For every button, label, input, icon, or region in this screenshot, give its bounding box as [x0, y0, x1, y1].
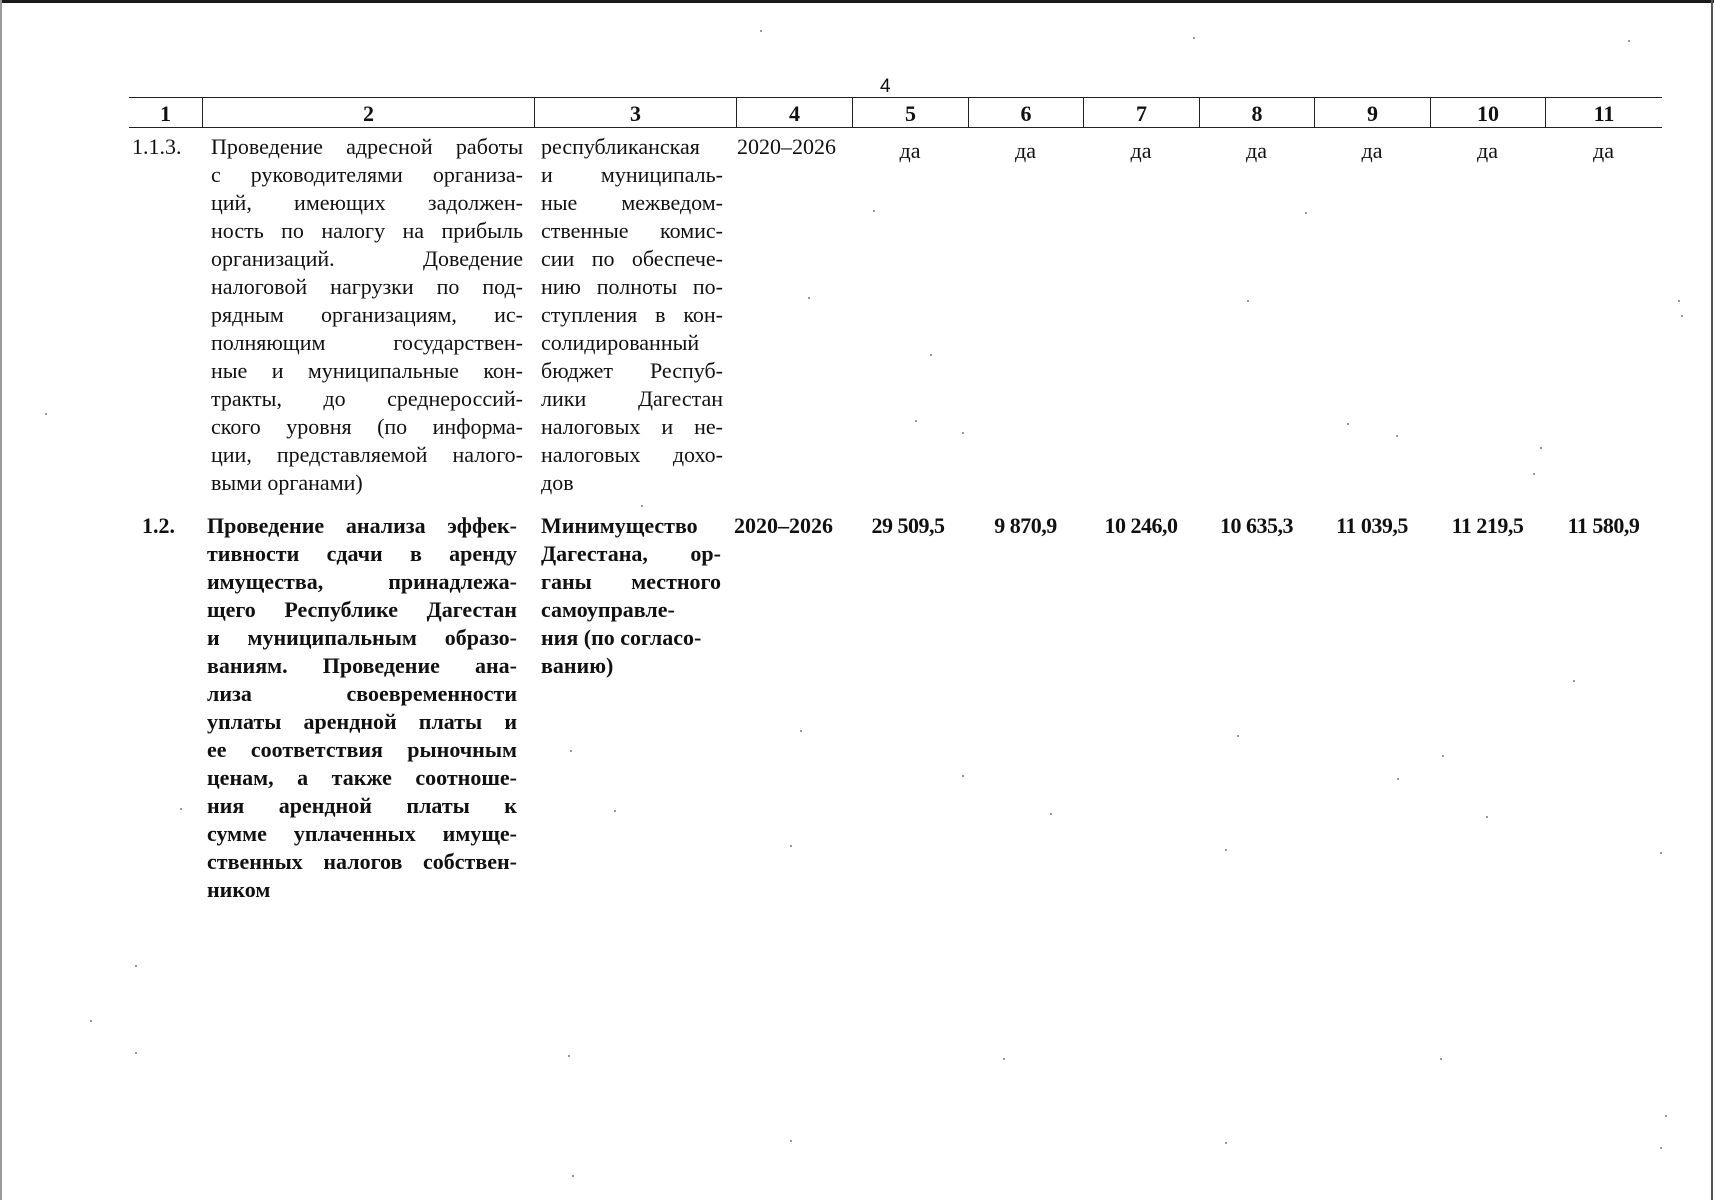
- executor-line: ступления в кон-: [541, 302, 723, 327]
- description-line: тракты, до среднероссий-: [211, 386, 523, 411]
- executor-line: нию полноты по-: [541, 274, 723, 299]
- executor-line: республиканская: [541, 134, 700, 159]
- executor-line: и муниципаль-: [541, 162, 723, 187]
- description-line: налоговой нагрузки по под-: [211, 274, 523, 299]
- executor-line: ственные комис-: [541, 218, 723, 243]
- description-line: имущества, принадлежа-: [207, 569, 517, 594]
- description-line: сумме уплаченных имуще-: [207, 821, 517, 846]
- value-col-8: 10 635,3: [1220, 513, 1293, 538]
- description-line: ственных налогов собствен-: [207, 849, 517, 874]
- value-col-7: 10 246,0: [1104, 513, 1178, 538]
- header-col-4: 4: [736, 98, 852, 127]
- table-header-row: [129, 97, 1662, 128]
- row-period: 2020–2026: [737, 134, 836, 159]
- description-line: и муниципальным образо-: [207, 625, 517, 650]
- header-col-8: 8: [1199, 98, 1314, 127]
- executor-line: солидированный: [541, 330, 700, 355]
- executor-line: самоуправле-: [541, 597, 675, 622]
- header-col-11: 11: [1545, 98, 1662, 127]
- row-description: [207, 512, 517, 904]
- description-line: с руководителями организа-: [211, 162, 523, 187]
- header-col-3: 3: [534, 98, 736, 127]
- header-col-10: 10: [1430, 98, 1545, 127]
- executor-line: ния (по согласо-: [541, 625, 702, 650]
- description-line: выми органами): [211, 470, 363, 495]
- header-col-1: 1: [160, 100, 171, 126]
- value-col-5: 29 509,5: [871, 513, 945, 538]
- description-line: рядным организациям, ис-: [211, 302, 523, 327]
- description-line: ции, представляемой налого-: [211, 442, 523, 467]
- description-line: уплаты арендной платы и: [207, 709, 517, 734]
- value-col-11: да: [1593, 138, 1614, 163]
- description-line: ций, имеющих задолжен-: [211, 190, 523, 215]
- header-col-2: 2: [202, 98, 534, 127]
- row-executor: [541, 512, 721, 680]
- executor-line: дов: [541, 470, 574, 495]
- row-number: 1.1.3.: [132, 134, 182, 159]
- row-number: 1.2.: [142, 513, 175, 538]
- description-line: тивности сдачи в аренду: [207, 541, 517, 566]
- description-line: ее соответствия рыночным: [207, 737, 517, 762]
- description-line: ваниям. Проведение ана-: [207, 653, 517, 678]
- description-line: ского уровня (по информа-: [211, 414, 523, 439]
- executor-line: лики Дагестан: [541, 386, 723, 411]
- description-line: ником: [207, 877, 271, 902]
- value-col-10: да: [1477, 138, 1498, 163]
- description-line: Проведение адресной работы: [211, 134, 523, 159]
- value-col-9: да: [1361, 138, 1383, 163]
- row-executor: [541, 133, 723, 497]
- scan-right-edge: [1711, 0, 1713, 1200]
- value-col-5: да: [899, 138, 921, 163]
- description-line: щего Республике Дагестан: [207, 597, 517, 622]
- executor-line: Минимущество: [541, 513, 698, 538]
- description-line: организаций. Доведение: [211, 246, 523, 271]
- description-line: полняющим государствен-: [211, 330, 523, 355]
- header-col-6: 6: [968, 98, 1083, 127]
- header-col-7: 7: [1083, 98, 1199, 127]
- executor-line: налоговых и не-: [541, 414, 723, 439]
- description-line: ния арендной платы к: [207, 793, 517, 818]
- value-col-9: 11 039,5: [1336, 513, 1408, 538]
- row-period: 2020–2026: [734, 513, 833, 538]
- executor-line: налоговых дохо-: [541, 442, 723, 467]
- executor-line: ганы местного: [541, 569, 721, 594]
- value-col-8: да: [1246, 138, 1267, 163]
- value-col-10: 11 219,5: [1451, 513, 1524, 538]
- executor-line: сии по обеспече-: [541, 246, 723, 271]
- description-line: ценам, а также соотноше-: [207, 765, 517, 790]
- description-line: ность по налогу на прибыль: [211, 218, 523, 243]
- scan-top-edge: [0, 0, 1714, 3]
- description-line: лиза своевременности: [207, 681, 517, 706]
- row-description: [211, 133, 523, 497]
- executor-line: ванию): [541, 653, 614, 678]
- value-col-7: да: [1130, 138, 1152, 163]
- executor-line: бюджет Респуб-: [541, 358, 723, 383]
- executor-line: ные межведом-: [541, 190, 723, 215]
- header-col-9: 9: [1314, 98, 1430, 127]
- description-line: Проведение анализа эффек-: [207, 513, 517, 538]
- description-line: ные и муниципальные кон-: [211, 358, 523, 383]
- scan-left-edge: [0, 0, 2, 1200]
- value-col-6: да: [1015, 138, 1036, 163]
- page-number: 4: [880, 76, 891, 97]
- value-col-6: 9 870,9: [994, 513, 1057, 538]
- header-col-5: 5: [852, 98, 968, 127]
- executor-line: Дагестана, ор-: [541, 541, 721, 566]
- value-col-11: 11 580,9: [1567, 513, 1640, 538]
